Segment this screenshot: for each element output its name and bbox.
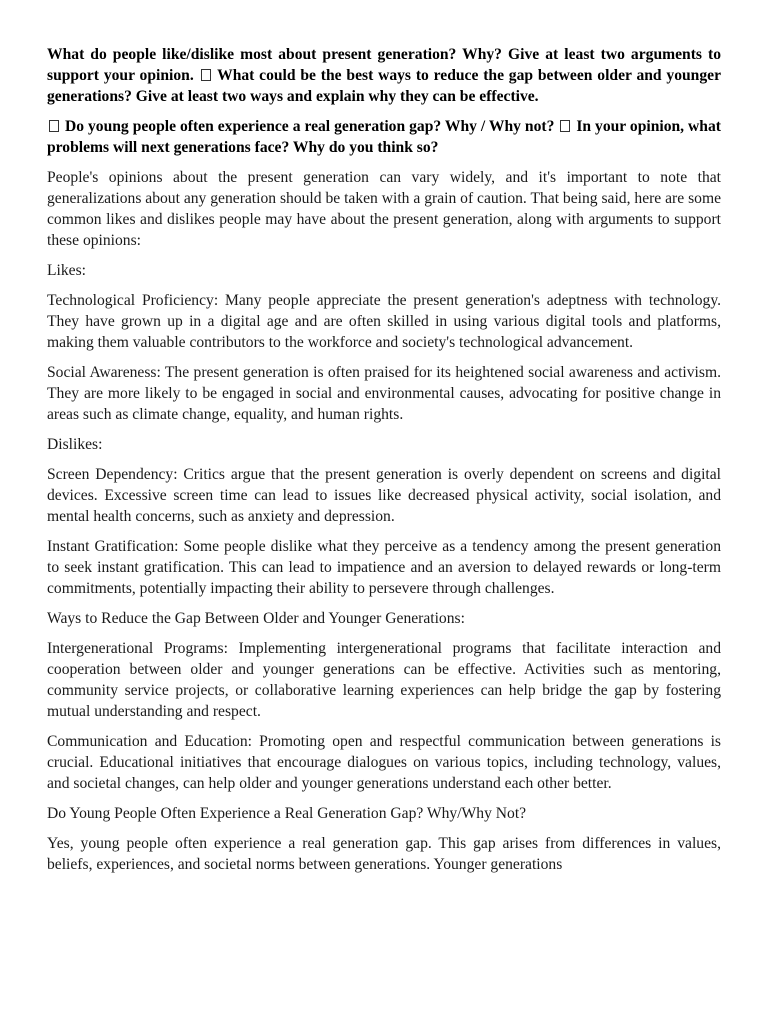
question-block-2 [47, 116, 721, 158]
ways-heading: Ways to Reduce the Gap Between Older and Younger Generations: [47, 610, 465, 627]
dislikes-heading: Dislikes: [47, 436, 103, 453]
likes-heading: Likes: [47, 262, 86, 279]
missing-glyph-box-icon [560, 120, 570, 132]
missing-glyph-box-icon [201, 69, 211, 81]
communication-education-paragraph: Communication and Education: Promoting open and respectful communication between generations is crucial. Educational initiatives that encourage dialogues on various topics, including technology, values, and societal changes, can help older and younger generations understand each other better. [47, 733, 721, 792]
question-3-text: Do young people often experience a real generation gap? Why / Why not? [64, 118, 555, 135]
instant-gratification-paragraph: Instant Gratification: Some people dislike what they perceive as a tendency among the present generation to seek instant gratification. This can lead to impatience and an aversion to delayed rewards or long-term commitments, potentially impacting their ability to persevere through challenges. [47, 538, 721, 597]
intro-paragraph: People's opinions about the present generation can vary widely, and it's important to note that generalizations about any generation should be taken with a grain of caution. That being said, here are some common likes and dislikes people may have about the present generation, along with arguments to support these opinions: [47, 169, 721, 249]
document-page [47, 44, 721, 884]
intergenerational-programs-paragraph: Intergenerational Programs: Implementing intergenerational programs that facilitate interaction and cooperation between older and younger generations can be effective. Activities such as mentoring, community service projects, or collaborative learning experiences can help bridge the gap by fostering mutual understanding and respect. [47, 640, 721, 720]
generation-gap-heading: Do Young People Often Experience a Real Generation Gap? Why/Why Not? [47, 805, 527, 822]
question-block-1 [47, 44, 721, 107]
generation-gap-answer-paragraph: Yes, young people often experience a real generation gap. This gap arises from differences in values, beliefs, experiences, and societal norms between generations. Younger generations [47, 835, 721, 873]
missing-glyph-box-icon [49, 120, 59, 132]
question-2-text: What could be the best ways to reduce the gap between older and younger generations? Give at least two ways and explain why they can be effective. [47, 67, 721, 105]
question-4-text: In your opinion, what problems will next generations face? Why do you think so? [47, 118, 721, 156]
social-awareness-paragraph: Social Awareness: The present generation is often praised for its heightened social awareness and activism. They are more likely to be engaged in social and environmental causes, advocating for positive change in areas such as climate change, equality, and human rights. [47, 364, 721, 423]
technological-proficiency-paragraph: Technological Proficiency: Many people appreciate the present generation's adeptness with technology. They have grown up in a digital age and are often skilled in using various digital tools and platforms, making them valuable contributors to the workforce and society's technological advancement. [47, 292, 721, 351]
screen-dependency-paragraph: Screen Dependency: Critics argue that the present generation is overly dependent on screens and digital devices. Excessive screen time can lead to issues like decreased physical activity, social isolation, and mental health concerns, such as anxiety and depression. [47, 466, 721, 525]
question-1-text: What do people like/dislike most about present generation? Why? Give at least two arguments to support your opinion. [47, 46, 721, 84]
